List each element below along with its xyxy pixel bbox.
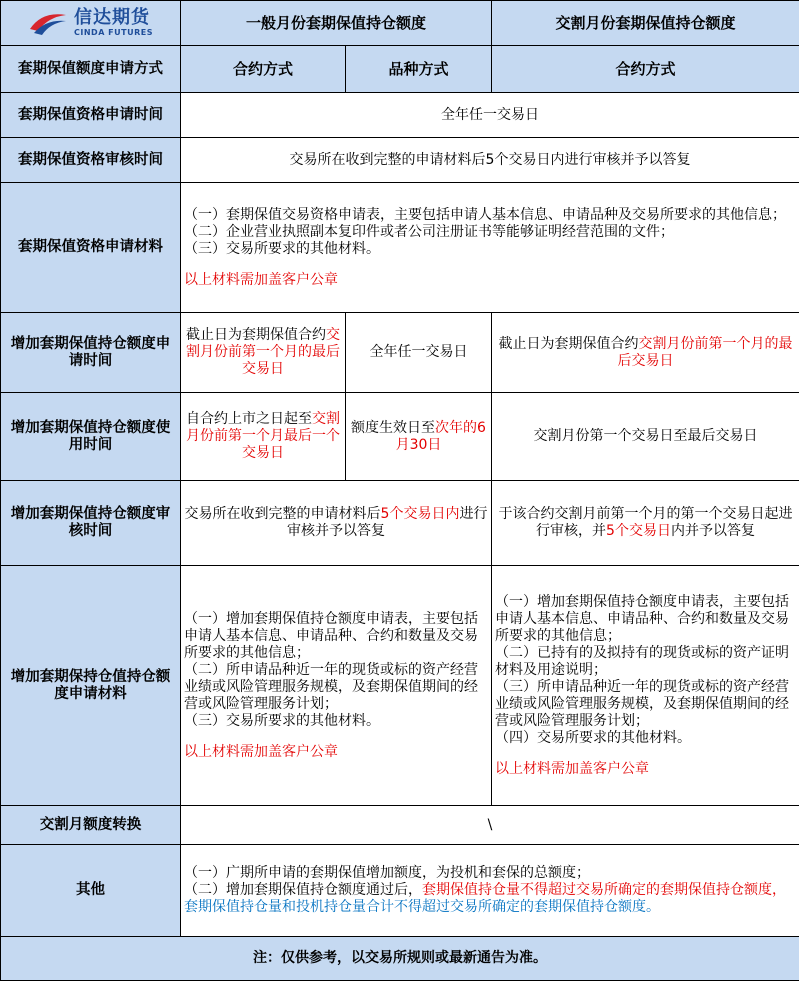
value-review-time: 交易所在收到完整的申请材料后5个交易日内进行审核并予以答复 <box>181 138 799 183</box>
materials-item-3: （三）交易所要求的其他材料。 <box>184 240 380 257</box>
logo-cell <box>1 1 181 46</box>
label-increase-review-time: 增加套期保值持仓额度审核时间 <box>1 481 181 566</box>
increase-materials-general-item-3: （三）交易所要求的其他材料。 <box>184 712 380 729</box>
increase-materials-general-item-1: （一）增加套期保值持仓额度申请表，主要包括申请人基本信息、申请品种、合约和数量及交易所要求的其他信息； <box>184 610 478 661</box>
label-other: 其他 <box>1 845 181 937</box>
row-other <box>1 845 799 937</box>
increase-review-delivery: 于该合约交割月前第一个月的第一个交易日起进行审核，并5个交易日内并予以答复 <box>492 481 799 566</box>
header-delivery-month: 交割月份套期保值持仓额度 <box>492 1 799 46</box>
label-increase-apply-time: 增加套期保值持仓额度申请时间 <box>1 313 181 393</box>
row-increase-review-time <box>1 481 799 566</box>
increase-materials-general-note: 以上材料需加盖客户公章 <box>184 743 338 760</box>
increase-use-delivery: 交割月份第一个交易日至最后交易日 <box>492 393 799 481</box>
value-conversion: \ <box>181 806 799 845</box>
increase-materials-general-item-2: （二）所申请品种近一年的现货或标的资产经营业绩或风险管理服务规模，及套期保值期间的经营或风险管理服务计划； <box>184 661 478 712</box>
label-increase-materials: 增加套期保持仓值持仓额度申请材料 <box>1 566 181 806</box>
other-line-2: （二）增加套期保值持仓额度通过后，套期保值持仓量不得超过交易所确定的套期保值持仓额度，套期保值持仓量和投机持仓量合计不得超过交易所确定的套期保值持仓额度。 <box>184 882 786 915</box>
increase-review-general: 交易所在收到完整的申请材料后5个交易日内进行审核并予以答复 <box>181 481 492 566</box>
row-increase-apply-time <box>1 313 799 393</box>
cinda-swoosh-icon <box>28 9 68 37</box>
row-method <box>1 46 799 93</box>
label-review-time: 套期保值资格审核时间 <box>1 138 181 183</box>
increase-materials-delivery-item-1: （一）增加套期保值持仓额度申请表，主要包括申请人基本信息、申请品种、合约和数量及交易所要求的其他信息； <box>495 593 790 644</box>
label-conversion: 交割月额度转换 <box>1 806 181 845</box>
increase-apply-general-variety: 全年任一交易日 <box>346 313 492 393</box>
increase-materials-delivery-item-3: （三）所申请品种近一年的现货或标的资产经营业绩或风险管理服务规模，及套期保值期间的经营或风险管理服务计划； <box>495 678 790 729</box>
value-materials <box>181 183 799 313</box>
other-line-1: （一）广期所申请的套期保值增加额度，为投机和套保的总额度； <box>184 865 590 881</box>
header-row <box>1 1 799 46</box>
header-general-months: 一般月份套期保值持仓额度 <box>181 1 492 46</box>
increase-apply-delivery: 截止日为套期保值合约交割月份前第一个月的最后交易日 <box>492 313 799 393</box>
logo-cn-text: 信达期货 <box>74 7 151 28</box>
logo <box>4 9 177 37</box>
increase-materials-delivery-item-2: （二）已持有的及拟持有的现货或标的资产证明材料及用途说明； <box>495 644 790 678</box>
delivery-contract-method: 合约方式 <box>492 46 799 93</box>
increase-use-general-variety: 额度生效日至次年的6月30日 <box>346 393 492 481</box>
value-apply-time: 全年任一交易日 <box>181 93 799 138</box>
increase-materials-general <box>181 566 492 806</box>
row-review-time <box>1 138 799 183</box>
general-variety-method: 品种方式 <box>346 46 492 93</box>
row-increase-materials <box>1 566 799 806</box>
increase-apply-general-contract: 截止日为套期保值合约交割月份前第一个月的最后交易日 <box>181 313 346 393</box>
materials-item-1: （一）套期保值交易资格申请表，主要包括申请人基本信息、申请品种及交易所要求的其他信息； <box>184 206 786 223</box>
footer-note: 注：仅供参考，以交易所规则或最新通告为准。 <box>1 937 799 981</box>
materials-item-2: （二）企业营业执照副本复印件或者公司注册证书等能够证明经营范围的文件； <box>184 223 674 240</box>
increase-materials-delivery-item-4: （四）交易所要求的其他材料。 <box>495 729 692 746</box>
materials-note: 以上材料需加盖客户公章 <box>184 271 338 288</box>
increase-materials-delivery-note: 以上材料需加盖客户公章 <box>495 760 650 777</box>
footer-row <box>1 937 799 981</box>
row-materials <box>1 183 799 313</box>
label-increase-use-time: 增加套期保值持仓额度使用时间 <box>1 393 181 481</box>
increase-use-general-contract: 自合约上市之日起至交割月份前第一个月最后一个交易日 <box>181 393 346 481</box>
value-other <box>181 845 799 937</box>
logo-en-text: CINDA FUTURES <box>74 28 153 37</box>
row-apply-time <box>1 93 799 138</box>
label-materials: 套期保值资格申请材料 <box>1 183 181 313</box>
increase-materials-delivery <box>492 566 799 806</box>
row-conversion <box>1 806 799 845</box>
general-contract-method: 合约方式 <box>181 46 346 93</box>
label-apply-time: 套期保值资格申请时间 <box>1 93 181 138</box>
label-method: 套期保值额度申请方式 <box>1 46 181 93</box>
row-increase-use-time <box>1 393 799 481</box>
